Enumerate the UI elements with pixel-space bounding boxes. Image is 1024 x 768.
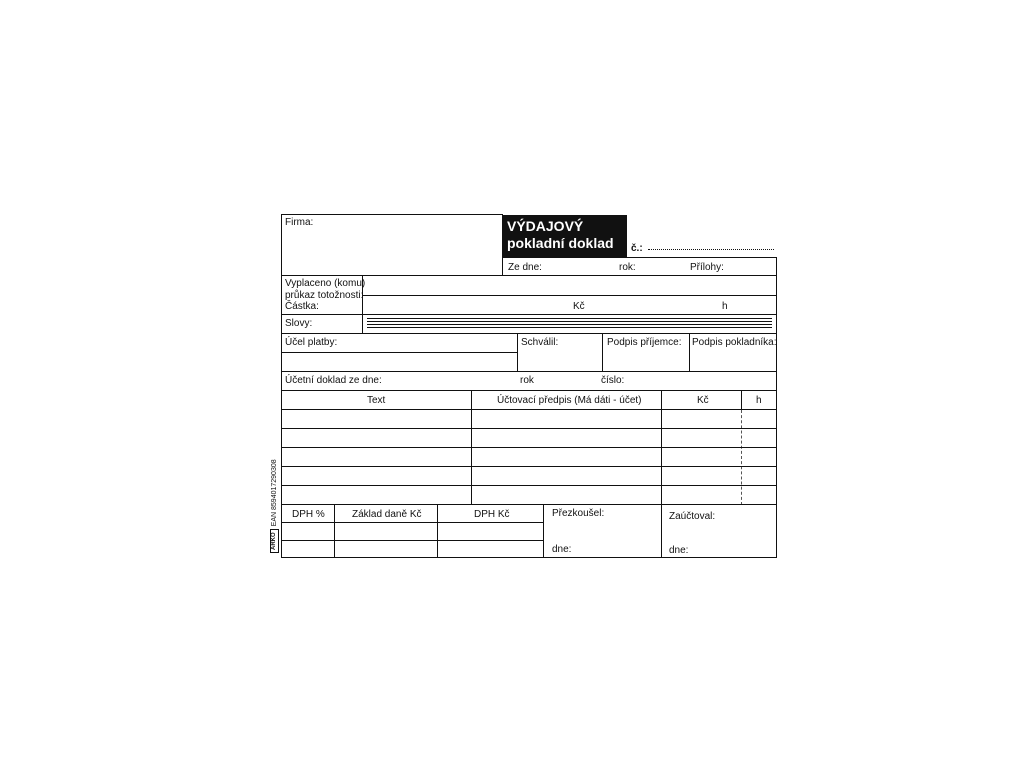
vat-row-line-1 [281,522,543,523]
column-header-uctovaci-predpis: Účtovací předpis (Má dáti - účet) [497,395,642,406]
doklad-cislo-label: číslo: [601,375,625,386]
slovy-divider [362,314,363,334]
payment-line [362,295,777,296]
approval-divider-3 [689,333,690,372]
vat-header-rate: DPH % [292,509,325,520]
accounting-row-line-3 [281,447,777,448]
rok-label: rok: [619,262,636,273]
prezkousel-label: Přezkoušel: [552,508,605,519]
slovy-line-1 [367,318,772,319]
date-row [502,257,777,276]
podpis-prijemce-label: Podpis příjemce: [607,337,682,348]
ucel-label: Účel platby: [285,337,338,348]
ze-dne-label: Ze dne: [508,262,542,273]
document-number-field[interactable] [648,249,774,250]
document-title [502,215,627,257]
ean-barcode-text [270,459,279,553]
slovy-line-2 [367,321,772,322]
approval-divider-1 [517,333,518,372]
zauctoval-label: Zaúčtoval: [669,511,716,522]
accounting-row-line-1 [281,409,777,410]
prukaz-label: průkaz totožnosti: [285,290,364,301]
doklad-label: Účetní doklad ze dne: [285,375,382,386]
schvalil-label: Schválil: [521,337,559,348]
column-header-kc: Kč [697,395,709,406]
castka-h-label: h [722,301,728,312]
approval-divider-2 [602,333,603,372]
document-number-label: č.: [631,243,643,254]
column-header-h: h [756,395,762,406]
zauctoval-dne-label: dne: [669,545,689,556]
title-line-2: pokladní doklad [507,235,614,251]
vat-header-base: Základ daně Kč [352,509,422,520]
vyplaceno-label: Vyplaceno (komu) [285,278,366,289]
accounting-row-line-2 [281,428,777,429]
vat-divider-1 [334,504,335,558]
firma-label: Firma: [285,217,314,228]
ucel-line [281,352,517,353]
accounting-col-divider-3-dashed [741,410,742,505]
vat-divider-2 [437,504,438,558]
vat-header-amount: DPH Kč [474,509,510,520]
firma-box [281,214,503,276]
prilohy-label: Přílohy: [690,262,724,273]
doklad-rok-label: rok [520,375,534,386]
title-line-1: VÝDAJOVÝ [507,218,584,234]
accounting-col-divider-3 [741,390,742,410]
castka-kc-label: Kč [573,301,585,312]
vat-divider-4 [661,504,662,558]
slovy-line-4 [367,327,772,328]
podpis-pokladnika-label: Podpis pokladníka: [692,337,777,348]
arko-logo: ARKO [270,529,279,553]
accounting-row-line-5 [281,485,777,486]
column-header-text: Text [367,395,386,406]
slovy-label: Slovy: [285,318,313,329]
prezkousel-dne-label: dne: [552,544,572,555]
slovy-line-3 [367,324,772,325]
vat-divider-3 [543,504,544,558]
castka-label: Částka: [285,301,319,312]
vat-row-line-2 [281,540,543,541]
ean-label: EAN 8594017290308 [270,459,278,527]
accounting-row-line-4 [281,466,777,467]
